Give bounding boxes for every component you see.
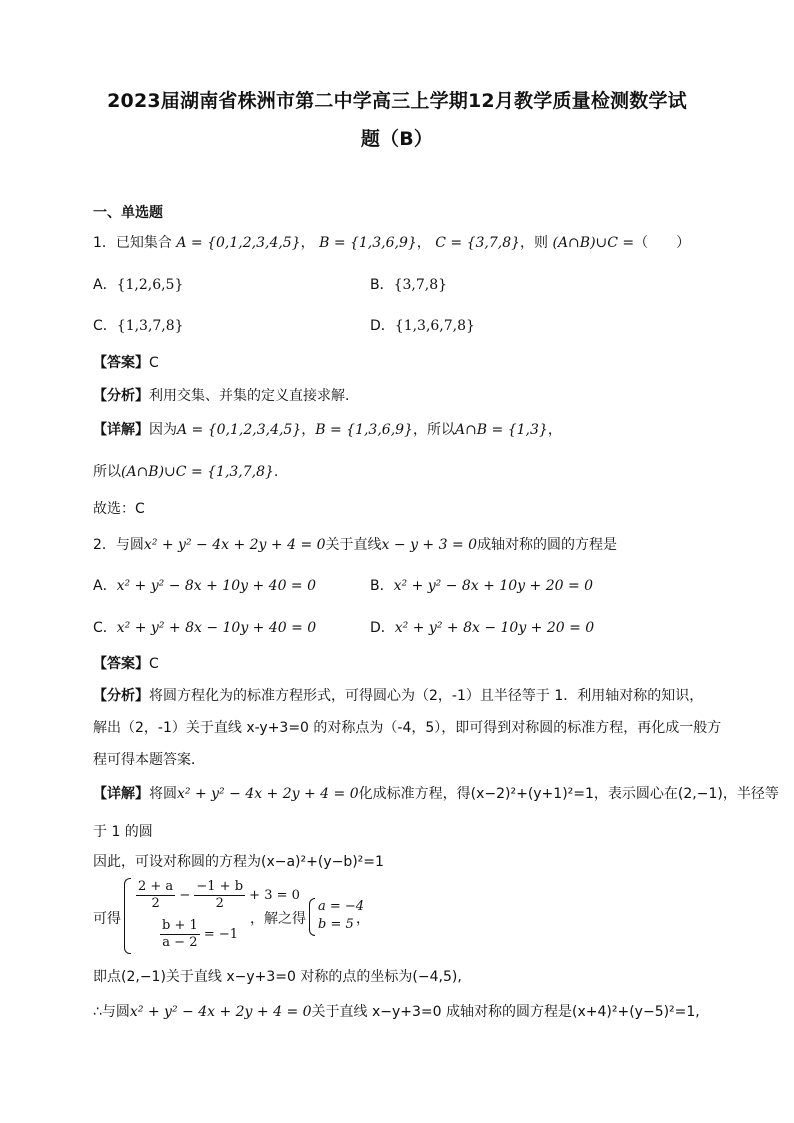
- q1-stem-text: 已知集合: [115, 235, 172, 251]
- q1-option-a-label: A．: [93, 277, 117, 293]
- q2-option-a-value: x² + y² − 8x + 10y + 40 = 0: [116, 578, 317, 594]
- q2-answer-value: C: [149, 656, 159, 672]
- q1-sep2: ，: [416, 235, 431, 251]
- document-title-line2: 题（B）: [360, 128, 434, 150]
- q1-stem: [93, 234, 690, 252]
- q1-answer: [93, 354, 159, 372]
- q1-detail-tag: 【详解】: [93, 422, 149, 438]
- q2-option-b[interactable]: [370, 577, 593, 595]
- q2-analysis-line1: [93, 687, 703, 705]
- section-heading: 一、单选题: [93, 205, 163, 221]
- q1-analysis-text: 利用交集、并集的定义直接求解.: [149, 388, 350, 404]
- q1-detail-line1: [93, 421, 562, 439]
- q2-solution-tail: ，: [356, 911, 370, 927]
- q2-detail-text: 将圆: [149, 786, 177, 802]
- q2-detail6-circle: x² + y² − 4x + 2y + 4 = 0: [129, 1004, 312, 1020]
- q2-detail-circle: x² + y² − 4x + 2y + 4 = 0: [177, 786, 359, 802]
- q1-detail-line2: [93, 463, 278, 481]
- q2-detail-line3: 因此，可设对称圆的方程为(x−a)²+(y−b)²=1: [93, 854, 384, 870]
- q1-option-a[interactable]: [93, 276, 183, 294]
- q1-answer-tag: 【答案】: [93, 355, 149, 371]
- q2-analysis-tag: 【分析】: [93, 688, 149, 704]
- q1-set-c: C = {3,7,8}: [435, 235, 521, 251]
- q2-option-b-value: x² + y² − 8x + 10y + 20 = 0: [393, 578, 594, 594]
- q2-eq1-frac2-num: −1 + b: [196, 879, 244, 894]
- q2-eq2-frac-den: a − 2: [162, 935, 198, 950]
- q1-expression: (A∩B)∪C =: [552, 235, 635, 251]
- q1-option-d-label: D．: [370, 318, 395, 334]
- q1-stem-then: ，则: [520, 235, 549, 251]
- q2-number: 2．: [93, 537, 116, 553]
- q2-detail-line1: [93, 785, 779, 803]
- q1-detail-sep: ，: [301, 422, 316, 438]
- q2-stem-ending: 成轴对称的圆的方程是: [477, 537, 618, 553]
- q2-system-lead: 可得: [93, 911, 121, 927]
- q1-detail-so: ，所以: [412, 422, 455, 438]
- q1-option-c[interactable]: [93, 317, 184, 335]
- q2-eq1-frac2: [194, 879, 245, 912]
- q2-detail-standard-form: 化成标准方程，得(x−2)²+(y+1)²=1，表示圆心在(2,−1)，半径等: [358, 786, 779, 802]
- q2-eq1-frac2-den: 2: [215, 896, 224, 911]
- q1-detail-text: 因为: [149, 422, 177, 438]
- q1-detail2-text: 所以: [93, 464, 121, 480]
- q2-eq2-frac-num: b + 1: [162, 918, 198, 933]
- q2-detail-line6: [93, 1003, 700, 1021]
- q1-answer-value: C: [149, 355, 159, 371]
- q2-solve-lead: ，解之得: [250, 911, 306, 927]
- q1-detail2-expression: (A∩B)∪C = {1,3,7,8}: [121, 464, 274, 480]
- q1-detail-intersection: A∩B = {1,3}: [454, 422, 548, 438]
- q2-stem-line-text: 关于直线: [325, 537, 382, 553]
- q1-detail-comma: ，: [547, 422, 562, 438]
- q2-answer-tag: 【答案】: [93, 656, 149, 672]
- q2-detail-line5: 即点(2,−1)关于直线 x−y+3=0 对称的点的坐标为(−4,5),: [93, 969, 462, 985]
- q2-option-c-value: x² + y² + 8x − 10y + 40 = 0: [116, 620, 317, 636]
- q2-option-c[interactable]: [93, 619, 316, 637]
- q2-analysis-text1: 将圆方程化为的标准方程形式，可得圆心为（2，-1）且半径等于 1．利用轴对称的知识，: [149, 688, 704, 704]
- q1-detail-set-b: B = {1,3,6,9}: [315, 422, 413, 438]
- q1-sep1: ，: [300, 235, 315, 251]
- q2-eq2-frac: [160, 918, 200, 951]
- q2-detail-line2: 于 1 的圆: [93, 824, 153, 840]
- q2-option-b-label: B．: [370, 578, 394, 594]
- q2-eq1-frac1: [136, 879, 175, 912]
- q2-analysis-line3: 程可得本题答案．: [93, 752, 205, 768]
- q2-detail-tag: 【详解】: [93, 786, 149, 802]
- q2-detail6-result: 关于直线 x−y+3=0 成轴对称的圆方程是(x+4)²+(y−5)²=1,: [311, 1004, 700, 1020]
- q2-option-d[interactable]: [370, 619, 594, 637]
- q2-option-a-label: A．: [93, 578, 117, 594]
- q2-stem-text: 与圆: [115, 537, 144, 553]
- document-title-line1: 2023届湖南省株洲市第二中学高三上学期12月教学质量检测数学试: [107, 90, 687, 112]
- q1-analysis-tag: 【分析】: [93, 388, 149, 404]
- q2-solution-brace: [309, 898, 315, 936]
- q2-eq1-minus: −: [179, 888, 191, 903]
- q2-solution-a: a = −4: [318, 899, 365, 914]
- q2-option-a[interactable]: [93, 577, 316, 595]
- q2-system-brace: [124, 878, 131, 954]
- q2-option-d-label: D．: [370, 620, 395, 636]
- q2-system-eq2: [160, 918, 238, 951]
- q2-eq1-frac1-den: 2: [151, 896, 160, 911]
- q1-detail2-period: .: [273, 464, 279, 480]
- q1-option-d-value: {1,3,6,7,8}: [394, 318, 475, 334]
- q2-analysis-line2: 解出（2，-1）关于直线 x-y+3=0 的对称点为（-4，5），即可得到对称圆的标准方程，再化成一般方: [93, 720, 722, 736]
- q1-option-b[interactable]: [370, 276, 447, 294]
- q2-line-equation: x − y + 3 = 0: [381, 537, 478, 553]
- q2-eq2-tail: = −1: [203, 927, 239, 942]
- q2-solution-b: b = 5: [318, 917, 354, 932]
- q2-system-eq1: [136, 879, 300, 912]
- q1-option-d[interactable]: [370, 317, 475, 335]
- q1-detail-set-a: A = {0,1,2,3,4,5}: [177, 422, 302, 438]
- q2-eq1-tail: + 3 = 0: [249, 888, 300, 903]
- q1-set-b: B = {1,3,6,9}: [319, 235, 417, 251]
- q2-detail6-therefore: ∴与圆: [93, 1004, 130, 1020]
- q2-answer: [93, 655, 159, 673]
- q2-option-d-value: x² + y² + 8x − 10y + 20 = 0: [394, 620, 595, 636]
- q1-option-b-label: B．: [370, 277, 394, 293]
- q1-set-a: A = {0,1,2,3,4,5}: [176, 235, 301, 251]
- q1-option-c-value: {1,3,7,8}: [116, 318, 184, 334]
- q2-circle-equation: x² + y² − 4x + 2y + 4 = 0: [143, 537, 326, 553]
- q2-stem: [93, 536, 617, 554]
- q1-number: 1．: [93, 235, 116, 251]
- q1-option-c-label: C．: [93, 318, 117, 334]
- q1-analysis: [93, 387, 349, 405]
- q1-choose: 故选：C: [93, 501, 145, 517]
- q2-option-c-label: C．: [93, 620, 117, 636]
- q2-eq1-frac1-num: 2 + a: [138, 879, 174, 894]
- q1-option-a-value: {1,2,6,5}: [116, 277, 184, 293]
- q1-option-b-value: {3,7,8}: [393, 277, 448, 293]
- q1-blank: （ ）: [634, 235, 691, 251]
